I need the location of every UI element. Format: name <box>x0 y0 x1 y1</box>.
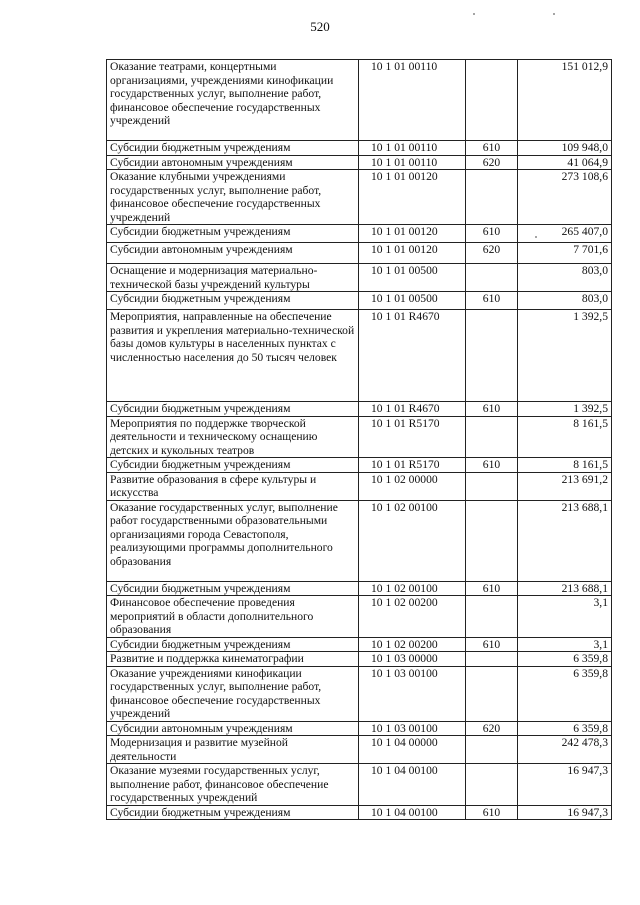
table-row <box>107 500 612 581</box>
row-name-cell: Оказание учреждениями кинофикации государственных услуг, выполнение работ, финансовое обеспечение государственных учреждений <box>107 666 359 721</box>
row-code-cell: 10 1 02 00100 <box>359 581 466 596</box>
row-name-cell: Субсидии бюджетным учреждениям <box>107 637 359 652</box>
row-name-cell: Финансовое обеспечение проведения мероприятий в области дополнительного образования <box>107 596 359 638</box>
row-code-cell: 10 1 04 00100 <box>359 764 466 806</box>
row-name-cell: Оказание государственных услуг, выполнение работ государственными образовательными организациями города Севастополя, реализующими программы дополнительного образования <box>107 500 359 581</box>
row-type-cell <box>466 652 518 667</box>
row-type-cell <box>466 310 518 402</box>
table-row <box>107 402 612 417</box>
row-name-cell: Оказание театрами, концертными организациями, учреждениями кинофикации государственных услуг, выполнение работ, финансовое обеспечение государственных учреждений <box>107 60 359 141</box>
row-code-cell: 10 1 02 00100 <box>359 500 466 581</box>
table-row <box>107 225 612 243</box>
row-type-cell <box>466 264 518 292</box>
row-name-cell: Субсидии бюджетным учреждениям <box>107 581 359 596</box>
row-type-cell <box>466 596 518 638</box>
row-type-cell: 610 <box>466 637 518 652</box>
row-type-cell <box>466 472 518 500</box>
row-name-cell: Субсидии бюджетным учреждениям <box>107 805 359 820</box>
table-row <box>107 666 612 721</box>
row-name-cell: Развитие и поддержка кинематографии <box>107 652 359 667</box>
row-type-cell: 620 <box>466 721 518 736</box>
table-row <box>107 581 612 596</box>
row-type-cell: 610 <box>466 458 518 473</box>
table-row <box>107 652 612 667</box>
table-row <box>107 170 612 225</box>
table-row <box>107 596 612 638</box>
row-type-cell <box>466 170 518 225</box>
row-name-cell: Субсидии бюджетным учреждениям <box>107 402 359 417</box>
row-code-cell: 10 1 01 R5170 <box>359 458 466 473</box>
row-sum-cell: 3,1 <box>518 596 612 638</box>
row-sum-cell: 6 359,8 <box>518 652 612 667</box>
row-name-cell: Модернизация и развитие музейной деятельности <box>107 736 359 764</box>
row-type-cell: 610 <box>466 402 518 417</box>
table-row <box>107 60 612 141</box>
table-row <box>107 721 612 736</box>
row-sum-cell: 151 012,9 <box>518 60 612 141</box>
row-code-cell: 10 1 01 R4670 <box>359 310 466 402</box>
table-row <box>107 764 612 806</box>
row-sum-cell: 1 392,5 <box>518 310 612 402</box>
row-sum-cell: 803,0 <box>518 264 612 292</box>
row-type-cell: 620 <box>466 155 518 170</box>
row-type-cell <box>466 736 518 764</box>
row-code-cell: 10 1 04 00100 <box>359 805 466 820</box>
row-code-cell: 10 1 01 00120 <box>359 225 466 243</box>
table-row <box>107 292 612 310</box>
row-name-cell: Оказание клубными учреждениями государственных услуг, выполнение работ, финансовое обеспечение государственных учреждений <box>107 170 359 225</box>
row-name-cell: Субсидии бюджетным учреждениям <box>107 141 359 156</box>
row-sum-cell: 3,1 <box>518 637 612 652</box>
row-type-cell <box>466 60 518 141</box>
row-name-cell: Субсидии автономным учреждениям <box>107 155 359 170</box>
row-code-cell: 10 1 01 00110 <box>359 155 466 170</box>
row-code-cell: 10 1 01 R5170 <box>359 416 466 458</box>
row-code-cell: 10 1 02 00200 <box>359 596 466 638</box>
row-sum-cell: 213 688,1 <box>518 581 612 596</box>
scan-speck <box>553 13 555 15</box>
table-row <box>107 472 612 500</box>
row-code-cell: 10 1 02 00000 <box>359 472 466 500</box>
table-row <box>107 141 612 156</box>
row-name-cell: Оснащение и модернизация материально-технической базы учреждений культуры <box>107 264 359 292</box>
row-type-cell: 610 <box>466 225 518 243</box>
row-type-cell <box>466 666 518 721</box>
row-type-cell: 610 <box>466 581 518 596</box>
table-row <box>107 264 612 292</box>
row-sum-cell: 16 947,3 <box>518 805 612 820</box>
row-type-cell: 610 <box>466 141 518 156</box>
row-code-cell: 10 1 03 00100 <box>359 721 466 736</box>
row-code-cell: 10 1 01 00110 <box>359 60 466 141</box>
row-code-cell: 10 1 01 00500 <box>359 264 466 292</box>
row-code-cell: 10 1 03 00100 <box>359 666 466 721</box>
row-code-cell: 10 1 04 00000 <box>359 736 466 764</box>
row-type-cell <box>466 416 518 458</box>
table-row <box>107 805 612 820</box>
table-body <box>107 60 612 820</box>
row-type-cell: 610 <box>466 805 518 820</box>
table-row <box>107 416 612 458</box>
row-code-cell: 10 1 01 R4670 <box>359 402 466 417</box>
row-sum-cell: 6 359,8 <box>518 666 612 721</box>
row-code-cell: 10 1 01 00110 <box>359 141 466 156</box>
row-type-cell: 610 <box>466 292 518 310</box>
row-code-cell: 10 1 01 00120 <box>359 243 466 264</box>
row-sum-cell: 265 407,0 <box>518 225 612 243</box>
row-code-cell: 10 1 01 00120 <box>359 170 466 225</box>
row-name-cell: Субсидии бюджетным учреждениям <box>107 292 359 310</box>
row-name-cell: Мероприятия по поддержке творческой деятельности и техническому оснащению детских и кукольных театров <box>107 416 359 458</box>
row-type-cell: 620 <box>466 243 518 264</box>
row-sum-cell: 213 691,2 <box>518 472 612 500</box>
row-sum-cell: 109 948,0 <box>518 141 612 156</box>
row-code-cell: 10 1 02 00200 <box>359 637 466 652</box>
row-name-cell: Субсидии бюджетным учреждениям <box>107 458 359 473</box>
row-sum-cell: 803,0 <box>518 292 612 310</box>
table-row <box>107 310 612 402</box>
row-code-cell: 10 1 01 00500 <box>359 292 466 310</box>
row-sum-cell: 6 359,8 <box>518 721 612 736</box>
row-name-cell: Оказание музеями государственных услуг, выполнение работ, финансовое обеспечение государственных учреждений <box>107 764 359 806</box>
row-name-cell: Субсидии автономным учреждениям <box>107 243 359 264</box>
page-number: 520 <box>310 19 330 34</box>
table-row <box>107 243 612 264</box>
row-sum-cell: 7 701,6 <box>518 243 612 264</box>
table-row <box>107 155 612 170</box>
row-code-cell: 10 1 03 00000 <box>359 652 466 667</box>
row-type-cell <box>466 764 518 806</box>
row-type-cell <box>466 500 518 581</box>
row-sum-cell: 273 108,6 <box>518 170 612 225</box>
row-sum-cell: 41 064,9 <box>518 155 612 170</box>
budget-table <box>106 59 612 820</box>
row-sum-cell: 242 478,3 <box>518 736 612 764</box>
row-name-cell: Субсидии автономным учреждениям <box>107 721 359 736</box>
row-sum-cell: 8 161,5 <box>518 458 612 473</box>
scan-speck <box>473 13 475 15</box>
row-name-cell: Развитие образования в сфере культуры и искусства <box>107 472 359 500</box>
row-sum-cell: 8 161,5 <box>518 416 612 458</box>
row-sum-cell: 16 947,3 <box>518 764 612 806</box>
row-sum-cell: 1 392,5 <box>518 402 612 417</box>
table-row <box>107 736 612 764</box>
row-name-cell: Мероприятия, направленные на обеспечение развития и укрепления материально-технической базы домов культуры в населенных пунктах с численностью населения до 50 тысяч человек <box>107 310 359 402</box>
table-row <box>107 458 612 473</box>
row-name-cell: Субсидии бюджетным учреждениям <box>107 225 359 243</box>
table-row <box>107 637 612 652</box>
row-sum-cell: 213 688,1 <box>518 500 612 581</box>
